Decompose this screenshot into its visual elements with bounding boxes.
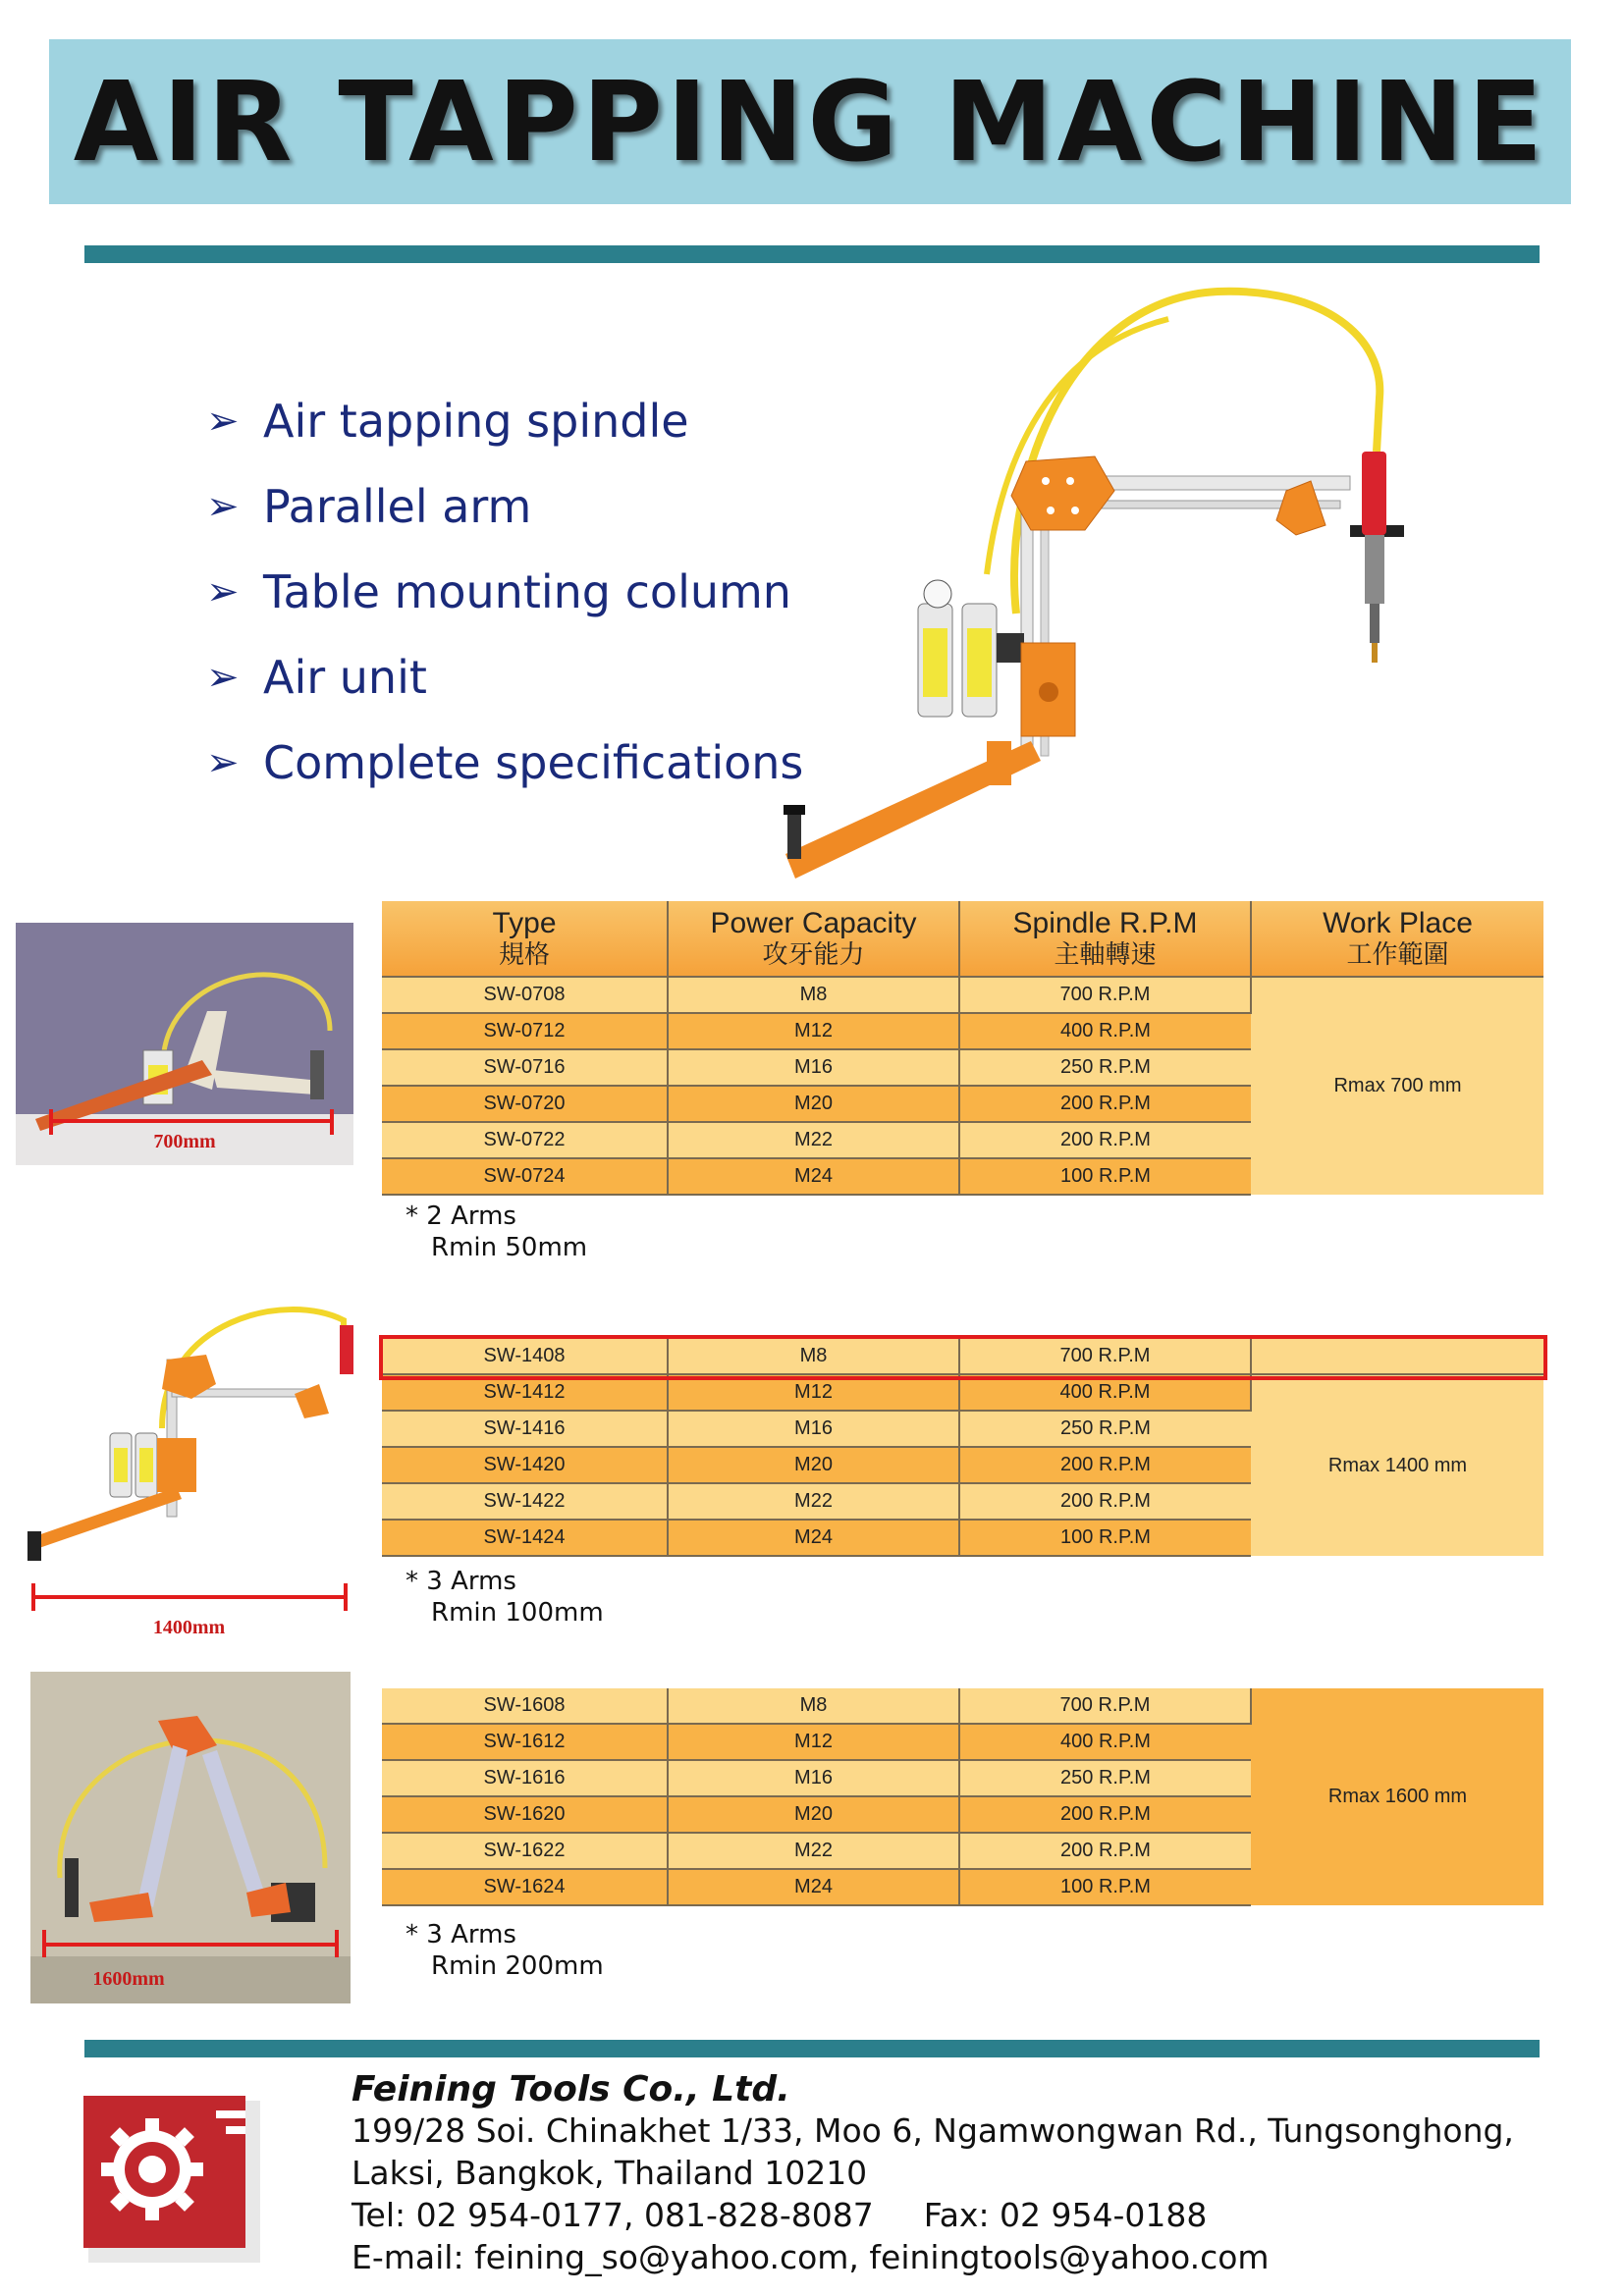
header-type: Type 規格 [382,901,668,977]
address-line: Laksi, Bangkok, Thailand 10210 [352,2154,868,2192]
table-row: SW-1624 M24 100 R.P.M [382,1869,1543,1905]
table-header-row [382,901,1543,977]
spec-table-1600 [382,1688,1543,1906]
table-row: SW-0722 M22 200 R.P.M [382,1122,1543,1158]
arrow-bullet-icon: ➢ [206,568,240,614]
table-row: SW-0724 M24 100 R.P.M [382,1158,1543,1195]
table-row: SW-1424 M24 100 R.P.M [382,1520,1543,1556]
table-row: SW-1416 M16 250 R.P.M [382,1411,1543,1447]
table-row: SW-1408 M8 700 R.P.M [382,1339,1543,1374]
feature-list [206,378,803,805]
table-row: SW-1420 M20 200 R.P.M [382,1447,1543,1483]
dimension-tick [42,1930,46,1957]
photo-dimension-label: 1600mm [92,1968,165,1990]
table-row: SW-0712 M12 400 R.P.M [382,1013,1543,1049]
table-row: SW-0708 M8 700 R.P.M Rmax 700 mm [382,977,1543,1013]
address-line: 199/28 Soi. Chinakhet 1/33, Moo 6, Ngamwongwan Rd., Tungsonghong, [352,2111,1514,2150]
feature-item: ➢ Parallel arm [206,479,532,533]
table-row: SW-0720 M20 200 R.P.M [382,1086,1543,1122]
dimension-line [49,1119,334,1123]
company-name: Feining Tools Co., Ltd. [352,2069,790,2109]
company-info [352,2069,1514,2278]
machine-photo-graphic [16,923,353,1165]
machine-photo-graphic [20,1281,358,1575]
dimension-line [31,1595,346,1599]
bottom-divider [84,2040,1540,2057]
product-photo-700 [16,923,353,1165]
company-gear-logo-icon [79,2091,265,2268]
fax-number: Fax: 02 954-0188 [923,2196,1208,2234]
table-row: SW-1608 M8 700 R.P.M Rmax 1600 mm [382,1688,1543,1724]
feature-item: ➢ Complete specifications [206,735,804,789]
air-tapping-machine-illustration [776,280,1414,879]
table-row: SW-1616 M16 250 R.P.M [382,1760,1543,1796]
product-photo-1400 [20,1281,358,1649]
feature-item: ➢ Air unit [206,650,427,704]
table-row: SW-0716 M16 250 R.P.M [382,1049,1543,1086]
title-banner [49,39,1571,204]
top-divider [84,245,1540,263]
phone-fax-line [352,2194,1514,2236]
spec-table-700 [382,901,1543,1196]
phone-number: Tel: 02 954-0177, 081-828-8087 [352,2196,874,2234]
dimension-line [42,1943,337,1947]
work-place-cell: Rmax 1400 mm [1251,1374,1543,1556]
photo-dimension-label: 700mm [153,1131,216,1152]
arrow-bullet-icon: ➢ [206,739,240,785]
machine-photo-graphic [30,1672,351,2003]
feature-item: ➢ Table mounting column [206,564,791,618]
table-row: SW-1412 M12 400 R.P.M Rmax 1400 mm [382,1374,1543,1411]
dimension-tick [335,1930,339,1957]
selected-row-highlight [379,1335,1547,1380]
table-note-1400: * 3 Arms Rmin 100mm [406,1567,604,1628]
work-place-cell: Rmax 700 mm [1251,977,1543,1195]
table-note-700: * 2 Arms Rmin 50mm [406,1201,588,1262]
arrow-bullet-icon: ➢ [206,483,240,529]
table-note-1600: * 3 Arms Rmin 200mm [406,1920,604,1981]
arrow-bullet-icon: ➢ [206,654,240,700]
work-place-cell: Rmax 1600 mm [1251,1688,1543,1905]
header-power-capacity: Power Capacity 攻牙能力 [668,901,959,977]
table-row: SW-1622 M22 200 R.P.M [382,1833,1543,1869]
dimension-tick [344,1583,348,1611]
header-spindle-rpm: Spindle R.P.M 主軸轉速 [959,901,1251,977]
table-row: SW-1620 M20 200 R.P.M [382,1796,1543,1833]
product-photo-1600 [30,1672,351,2003]
arrow-bullet-icon: ➢ [206,398,240,444]
table-row: SW-1422 M22 200 R.P.M [382,1483,1543,1520]
page-title: AIR TAPPING MACHINE [73,59,1547,187]
dimension-tick [31,1583,35,1611]
table-row: SW-1612 M12 400 R.P.M [382,1724,1543,1760]
feature-item: ➢ Air tapping spindle [206,394,689,448]
email-line: E-mail: feining_so@yahoo.com, feiningtools@yahoo.com [352,2238,1270,2276]
photo-dimension-label: 1400mm [152,1617,226,1638]
header-work-place: Work Place 工作範圍 [1251,901,1543,977]
